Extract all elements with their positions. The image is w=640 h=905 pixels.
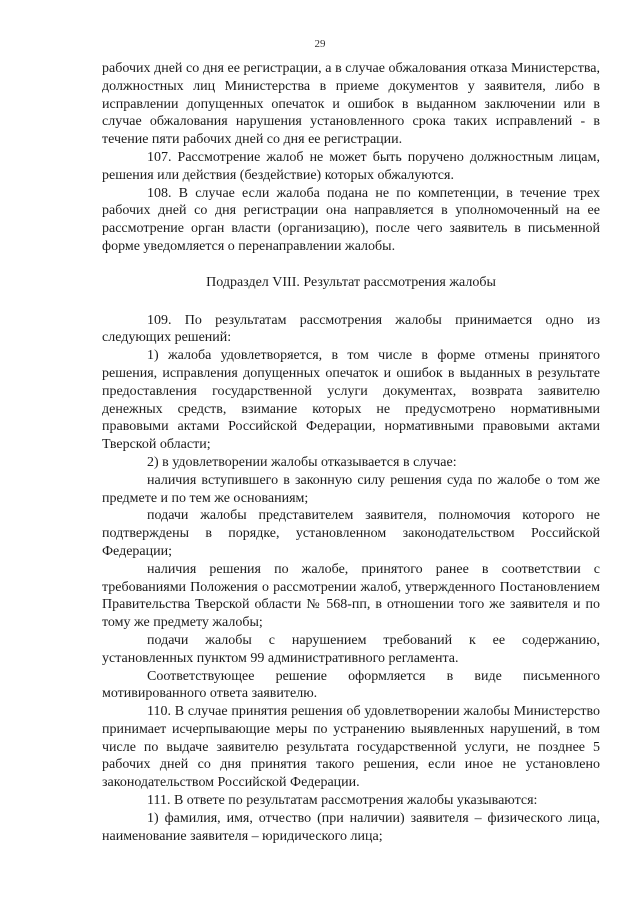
refusal-reason-requirements: подачи жалобы с нарушением требований к ее содержанию, установленных пунктом 99 административного регламента.	[102, 632, 600, 666]
paragraph-111: 111. В ответе по результатам рассмотрения жалобы указываются:	[147, 793, 538, 809]
paragraph-decision-form: Соответствующее решение оформляется в виде письменного мотивированного ответа заявителю.	[102, 668, 600, 702]
paragraph-continuation: рабочих дней со дня ее регистрации, а в случае обжалования отказа Министерства, должностных лиц Министерства в приеме документов у заявителя, либо в исправлении допущенных опечаток и ошибок в выданном заключении или в случае обжалования нарушения установленного срока таких исправлений - в течение пяти рабочих дней со дня ее регистрации.	[102, 61, 600, 148]
paragraph-109: 109. По результатам рассмотрения жалобы принимается одно из следующих решений:	[102, 312, 600, 346]
refusal-reason-court-decision: наличия вступившего в законную силу решения суда по жалобе о том же предмете и по тем же основаниям;	[102, 472, 600, 506]
paragraph-109-item-2: 2) в удовлетворении жалобы отказывается в случае:	[147, 454, 457, 470]
paragraph-111-item-1: 1) фамилия, имя, отчество (при наличии) заявителя – физического лица, наименование заявителя – юридического лица;	[102, 810, 600, 844]
document-body	[102, 60, 600, 845]
page-number: 29	[314, 38, 326, 50]
section-heading: Подраздел VIII. Результат рассмотрения жалобы	[206, 274, 496, 290]
paragraph-108: 108. В случае если жалоба подана не по компетенции, в течение трех рабочих дней со дня регистрации она направляется в уполномоченный на ее рассмотрение орган власти (организацию), после чего заявитель в письменной форме уведомляется о перенаправлении жалобы.	[102, 185, 600, 254]
paragraph-107: 107. Рассмотрение жалоб не может быть поручено должностным лицам, решения или действия (бездействие) которых обжалуются.	[102, 149, 600, 183]
paragraph-109-item-1: 1) жалоба удовлетворяется, в том числе в форме отмены принятого решения, исправления допущенных опечаток и ошибок в выданных в результате предоставления государственной услуги документах, возврата заявителю денежных средств, взимание которых не предусмотрено нормативными правовыми актами Российской Федерации, нормативными правовыми актами Тверской области;	[102, 348, 600, 453]
refusal-reason-representative: подачи жалобы представителем заявителя, полномочия которого не подтверждены в порядке, установленном законодательством Российской Федерации;	[102, 508, 600, 559]
paragraph-110: 110. В случае принятия решения об удовлетворении жалобы Министерство принимает исчерпывающие меры по устранению выявленных нарушений, в том числе по выдаче заявителю результата государственной услуги, не позднее 5 рабочих дней со дня принятия такого решения, если иное не установлено законодательством Российской Федерации.	[102, 704, 600, 791]
refusal-reason-prior-decision: наличия решения по жалобе, принятого ранее в соответствии с требованиями Положения о рассмотрении жалоб, утвержденного Постановлением Правительства Тверской области № 568-пп, в отношении того же заявителя и по тому же предмету жалобы;	[102, 561, 600, 631]
